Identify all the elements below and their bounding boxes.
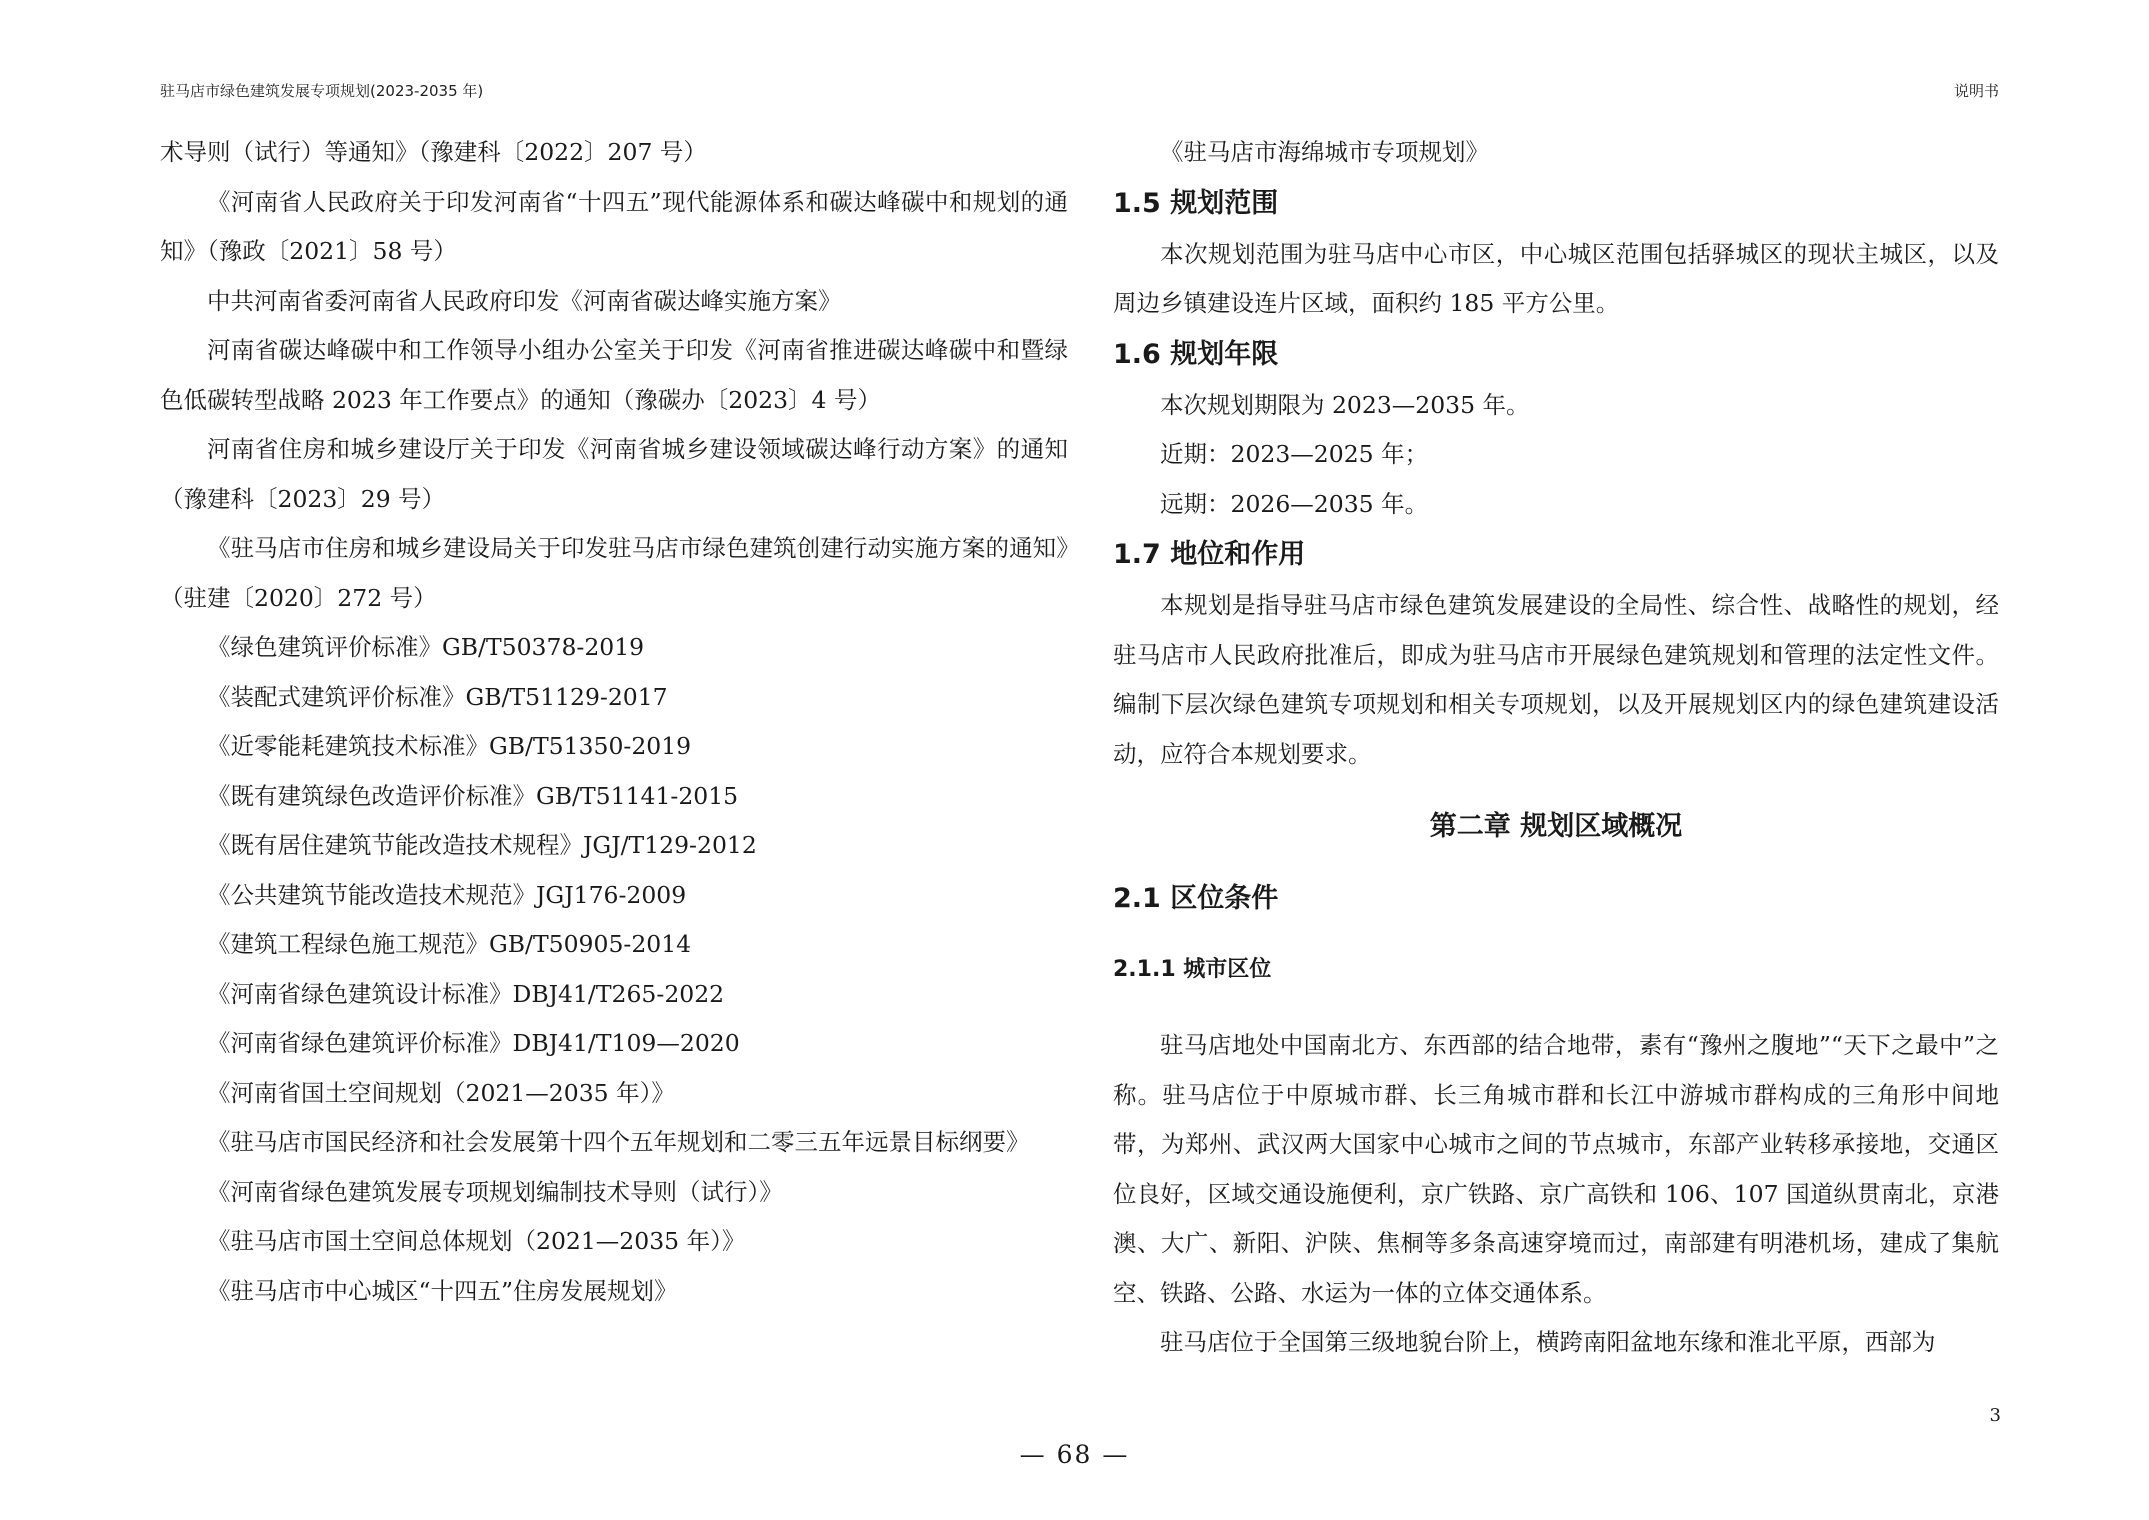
reference-item: 河南省碳达峰碳中和工作领导小组办公室关于印发《河南省推进碳达峰碳中和暨绿色低碳转型战略 2023 年工作要点》的通知（豫碳办〔2023〕4 号） [160, 336, 1068, 414]
reference-item: 《驻马店市国民经济和社会发展第十四个五年规划和二零三五年远景目标纲要》 [207, 1128, 1030, 1156]
document-header-title: 驻马店市绿色建筑发展专项规划(2023-2035 年) [160, 82, 484, 100]
section-1-7-heading: 1.7 地位和作用 [1113, 539, 1306, 570]
reference-item: 河南省住房和城乡建设厅关于印发《河南省城乡建设领域碳达峰行动方案》的通知（豫建科〔2023〕29 号） [160, 435, 1068, 513]
reference-item: 《河南省绿色建筑设计标准》DBJ41/T265-2022 [207, 979, 725, 1008]
reference-item: 《建筑工程绿色施工规范》GB/T50905-2014 [207, 930, 692, 958]
section-2-1-1-paragraph-1: 驻马店地处中国南北方、东西部的结合地带，素有“豫州之腹地”“天下之最中”之称。驻马店位于中原城市群、长三角城市群和长江中游城市群构成的三角形中间地带，为郑州、武汉两大国家中心城市之间的节点城市，东部产业转移承接地，交通区位良好，区域交通设施便利，京广铁路、京广高铁和 106、107 国道纵贯南北，京港澳、大广、新阳、沪陕、焦桐等多条高速穿境而过，南部建有明港机场，建成了集航空、铁路、公路、水运为一体的立体交通体系。 [1113, 1031, 1999, 1307]
reference-item: 《驻马店市国土空间总体规划（2021—2035 年）》 [207, 1227, 746, 1255]
reference-item: 《既有建筑绿色改造评价标准》GB/T51141-2015 [207, 781, 739, 810]
reference-item: 《驻马店市海绵城市专项规划》 [1160, 138, 1489, 166]
section-1-5-text: 本次规划范围为驻马店中心市区，中心城区范围包括驿城区的现状主城区，以及周边乡镇建设连片区域，面积约 185 平方公里。 [1113, 239, 1999, 317]
section-1-6-near-term: 近期：2023—2025 年； [1160, 440, 1429, 468]
section-1-5-heading: 1.5 规划范围 [1113, 187, 1279, 219]
left-column [160, 128, 1068, 1316]
reference-item: 中共河南省委河南省人民政府印发《河南省碳达峰实施方案》 [207, 286, 842, 315]
continued-reference-item: 术导则（试行）等通知》（豫建科〔2022〕207 号） [160, 138, 707, 166]
reference-item: 《河南省人民政府关于印发河南省“十四五”现代能源体系和碳达峰碳中和规划的通知》（豫政〔2021〕58 号） [160, 187, 1068, 265]
footer-page-number: — 68 — [1019, 1440, 1130, 1469]
reference-item: 《河南省绿色建筑发展专项规划编制技术导则（试行）》 [207, 1177, 783, 1206]
section-2-1-heading: 2.1 区位条件 [1113, 883, 1279, 914]
reference-item: 《河南省绿色建筑评价标准》DBJ41/T109—2020 [207, 1029, 740, 1057]
section-1-6-text: 本次规划期限为 2023—2035 年。 [1160, 390, 1530, 419]
reference-item: 《近零能耗建筑技术标准》GB/T51350-2019 [207, 732, 692, 760]
page-number: 3 [1989, 1405, 2001, 1426]
reference-item: 《绿色建筑评价标准》GB/T50378-2019 [207, 633, 645, 661]
section-2-1-1-heading: 2.1.1 城市区位 [1113, 957, 1272, 982]
chapter-2-heading: 第二章 规划区域概况 [1429, 811, 1683, 842]
section-1-7-text: 本规划是指导驻马店市绿色建筑发展建设的全局性、综合性、战略性的规划，经驻马店市人民政府批准后，即成为驻马店市开展绿色建筑规划和管理的法定性文件。编制下层次绿色建筑专项规划和相关专项规划，以及开展规划区内的绿色建筑建设活动，应符合本规划要求。 [1113, 591, 1999, 768]
section-2-1-1-paragraph-2: 驻马店位于全国第三级地貌台阶上，横跨南阳盆地东缘和淮北平原，西部为 [1160, 1328, 1936, 1356]
reference-item: 《驻马店市住房和城乡建设局关于印发驻马店市绿色建筑创建行动实施方案的通知》（驻建〔2020〕272 号） [160, 534, 1068, 612]
reference-item: 《装配式建筑评价标准》GB/T51129-2017 [207, 682, 668, 711]
reference-item: 《既有居住建筑节能改造技术规程》JGJ/T129-2012 [207, 831, 757, 859]
reference-item: 《驻马店市中心城区“十四五”住房发展规划》 [207, 1276, 678, 1305]
right-column [1113, 128, 1999, 1368]
section-1-6-heading: 1.6 规划年限 [1113, 338, 1279, 370]
reference-item: 《河南省国土空间规划（2021—2035 年）》 [207, 1078, 675, 1107]
reference-item: 《公共建筑节能改造技术规范》JGJ176-2009 [207, 880, 687, 909]
section-1-6-long-term: 远期：2026—2035 年。 [1160, 489, 1429, 518]
document-header-type: 说明书 [1953, 82, 1999, 100]
